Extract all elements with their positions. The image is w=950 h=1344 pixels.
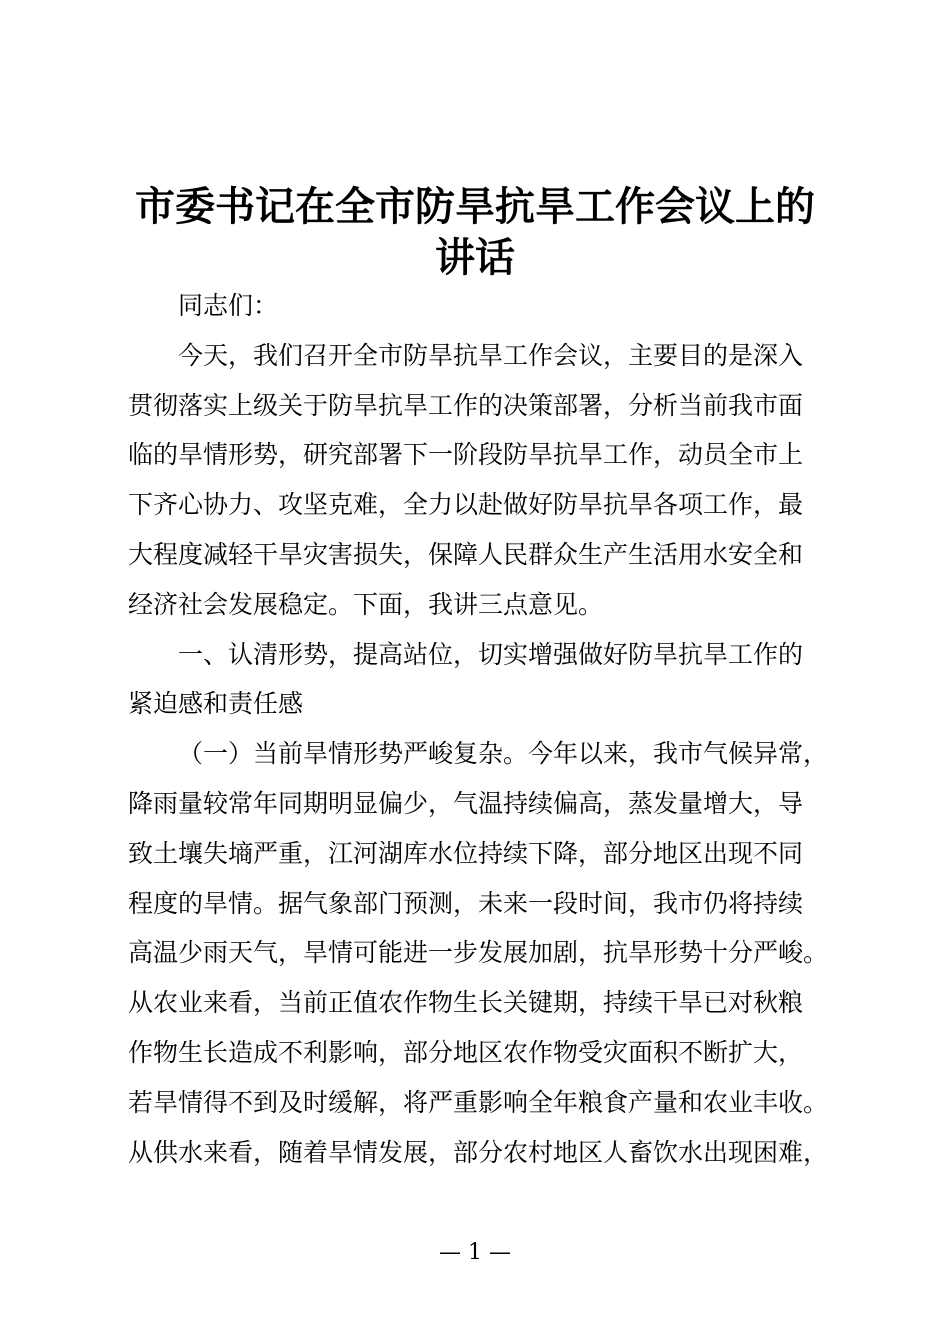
text-line: 作物生长造成不利影响，部分地区农作物受灾面积不断扩大， — [128, 1037, 804, 1067]
document-title-line-1: 市委书记在全市防旱抗旱工作会议上的 — [135, 184, 815, 230]
text-line: 致土壤失墒严重，江河湖库水位持续下降，部分地区出现不同 — [128, 838, 804, 868]
page-number: — 1 — — [439, 1240, 511, 1265]
text-line: 今天，我们召开全市防旱抗旱工作会议，主要目的是深入 — [178, 340, 804, 370]
document-body — [128, 281, 848, 1177]
text-line: 下齐心协力、攻坚克难，全力以赴做好防旱抗旱各项工作，最 — [128, 490, 804, 520]
text-line: 从农业来看，当前正值农作物生长关键期，持续干旱已对秋粮 — [128, 988, 804, 1018]
text-line: 程度的旱情。据气象部门预测，未来一段时间，我市仍将持续 — [128, 888, 804, 918]
text-line: 临的旱情形势，研究部署下一阶段防旱抗旱工作，动员全市上 — [128, 440, 804, 470]
text-line: 贯彻落实上级关于防旱抗旱工作的决策部署，分析当前我市面 — [128, 390, 804, 420]
text-line: 大程度减轻干旱灾害损失，保障人民群众生产生活用水安全和 — [128, 539, 804, 569]
text-line: 一、认清形势，提高站位，切实增强做好防旱抗旱工作的 — [178, 639, 804, 669]
text-line: 同志们： — [178, 291, 279, 320]
document-title-line-2: 讲话 — [435, 235, 515, 281]
text-line: （一）当前旱情形势严峻复杂。今年以来，我市气候异常， — [178, 739, 829, 769]
text-line: 从供水来看，随着旱情发展，部分农村地区人畜饮水出现困难， — [128, 1137, 829, 1167]
text-line: 紧迫感和责任感 — [128, 689, 304, 719]
text-line: 高温少雨天气，旱情可能进一步发展加剧，抗旱形势十分严峻。 — [128, 938, 829, 968]
text-line: 经济社会发展稳定。下面，我讲三点意见。 — [128, 589, 604, 619]
text-line: 降雨量较常年同期明显偏少，气温持续偏高，蒸发量增大，导 — [128, 788, 804, 818]
text-line: 若旱情得不到及时缓解，将严重影响全年粮食产量和农业丰收。 — [128, 1087, 829, 1117]
